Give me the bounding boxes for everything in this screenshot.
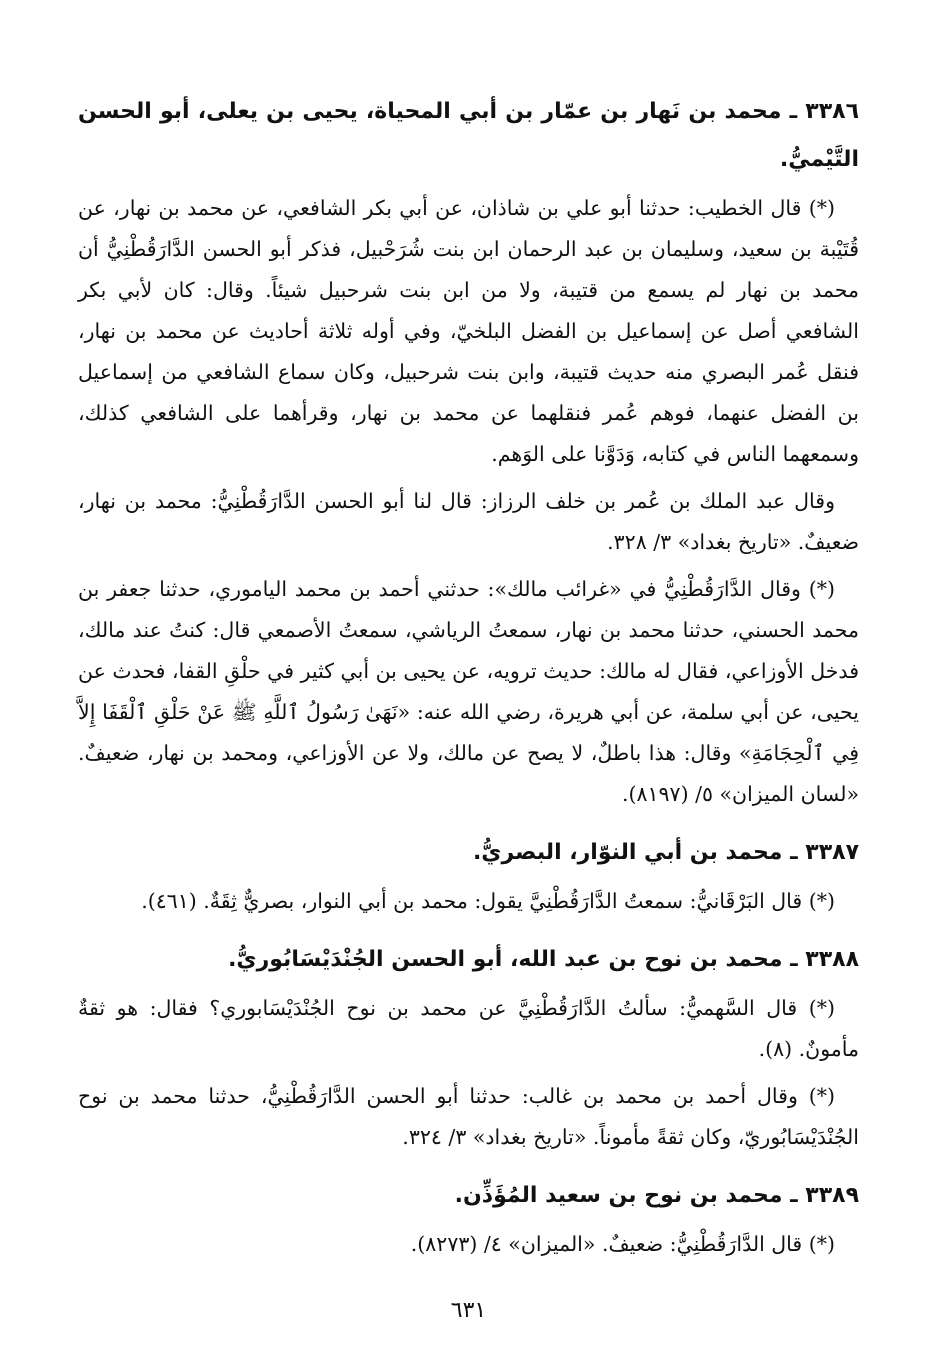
entry-3388 (78, 936, 859, 1158)
entry-title: ٣٣٨٧ ـ محمد بن أبي النوّار، البصريُّ. (472, 840, 859, 865)
entry-paragraph: (*) قال الدَّارَقُطْنِيُّ: ضعيفٌ. «الميزان» ٤/ (٨٢٧٣). (410, 1232, 835, 1256)
entry-3386 (78, 88, 859, 815)
entry-title: ٣٣٨٩ ـ محمد بن نوح بن سعيد المُؤَذِّن. (454, 1183, 859, 1208)
page-number: ٦٣١ (450, 1298, 487, 1323)
entry-3387 (78, 829, 859, 922)
entry-title: ٣٣٨٦ ـ محمد بن نَهار بن عمّار بن أبي المحياة، يحيى بن يعلى، أبو الحسن التَّيْميُّ. (78, 99, 859, 172)
entry-paragraph: (*) قال السَّهميُّ: سألتُ الدَّارَقُطْنِيَّ عن محمد بن نوح الجُنْدَيْسَابوري؟ فقال: هو ثقةٌ مأمونٌ. (٨). (78, 996, 859, 1061)
entry-paragraph: (*) قال البَرْقَانيُّ: سمعتُ الدَّارَقُطْنِيَّ يقول: محمد بن أبي النوار، بصريٌّ ثِقَةٌ. (٤٦١). (141, 889, 835, 913)
entry-paragraph: (*) وقال الدَّارَقُطْنِيُّ في «غرائب مالك»: حدثني أحمد بن محمد الياموري، حدثنا جعفر بن محمد الحسني، حدثنا محمد بن نهار، سمعتُ الرياشي، سمعتُ الأصمعي قال: كنتُ عند مالك، فدخل الأوزاعي، فقال له مالك: حديث ترويه، عن يحيى بن أبي كثير في حلْقِ القفا، فحدث عن يحيى، عن أبي سلمة، عن أبي هريرة، رضي الله عنه: «نَهَىٰ رَسُولُ ٱللَّهِ ﷺ عَنْ حَلْقِ ٱلْقَفَا إِلاَّ فِي ٱلْحِجَامَةِ» وقال: هذا باطلٌ، لا يصح عن مالك، ولا عن الأوزاعي، ومحمد بن نهار، ضعيفٌ. «لسان الميزان» ٥/ (٨١٩٧). (78, 577, 859, 806)
entry-title: ٣٣٨٨ ـ محمد بن نوح بن عبد الله، أبو الحسن الجُنْدَيْسَابُوريُّ. (228, 947, 859, 972)
entry-paragraph: (*) قال الخطيب: حدثنا أبو علي بن شاذان، عن أبي بكر الشافعي، عن محمد بن نهار، عن قُتَيْبة بن سعيد، وسليمان بن عبد الرحمان ابن بنت شُرَحْبيل، فذكر أبو الحسن الدَّارَقُطْنِيُّ أن محمد بن نهار لم يسمع من قتيبة، ولا من ابن بنت شرحبيل شيئاً. وقال: كان لأبي بكر الشافعي أصل عن إسماعيل بن الفضل البلخيّ، وفي أوله ثلاثة أحاديث عن محمد بن نهار، فنقل عُمر البصري منه حديث قتيبة، وابن بنت شرحبيل، وكان سماع الشافعي من إسماعيل بن الفضل عنهما، فوهم عُمر فنقلهما عن محمد بن نهار، وقرأهما على الشافعي كذلك، وسمعهما الناس في كتابه، وَدَوَّنا على الوَهم. (78, 196, 859, 466)
entry-3389 (78, 1172, 859, 1265)
entry-paragraph: وقال عبد الملك بن عُمر بن خلف الرزاز: قال لنا أبو الحسن الدَّارَقُطْنِيُّ: محمد بن نهار، ضعيفٌ. «تاريخ بغداد» ٣/ ٣٢٨. (78, 489, 859, 554)
entry-paragraph: (*) وقال أحمد بن محمد بن غالب: حدثنا أبو الحسن الدَّارَقُطْنِيُّ، حدثنا محمد بن نوح الجُنْدَيْسَابُوريّ، وكان ثقةً مأموناً. «تاريخ بغداد» ٣/ ٣٢٤. (78, 1084, 859, 1149)
